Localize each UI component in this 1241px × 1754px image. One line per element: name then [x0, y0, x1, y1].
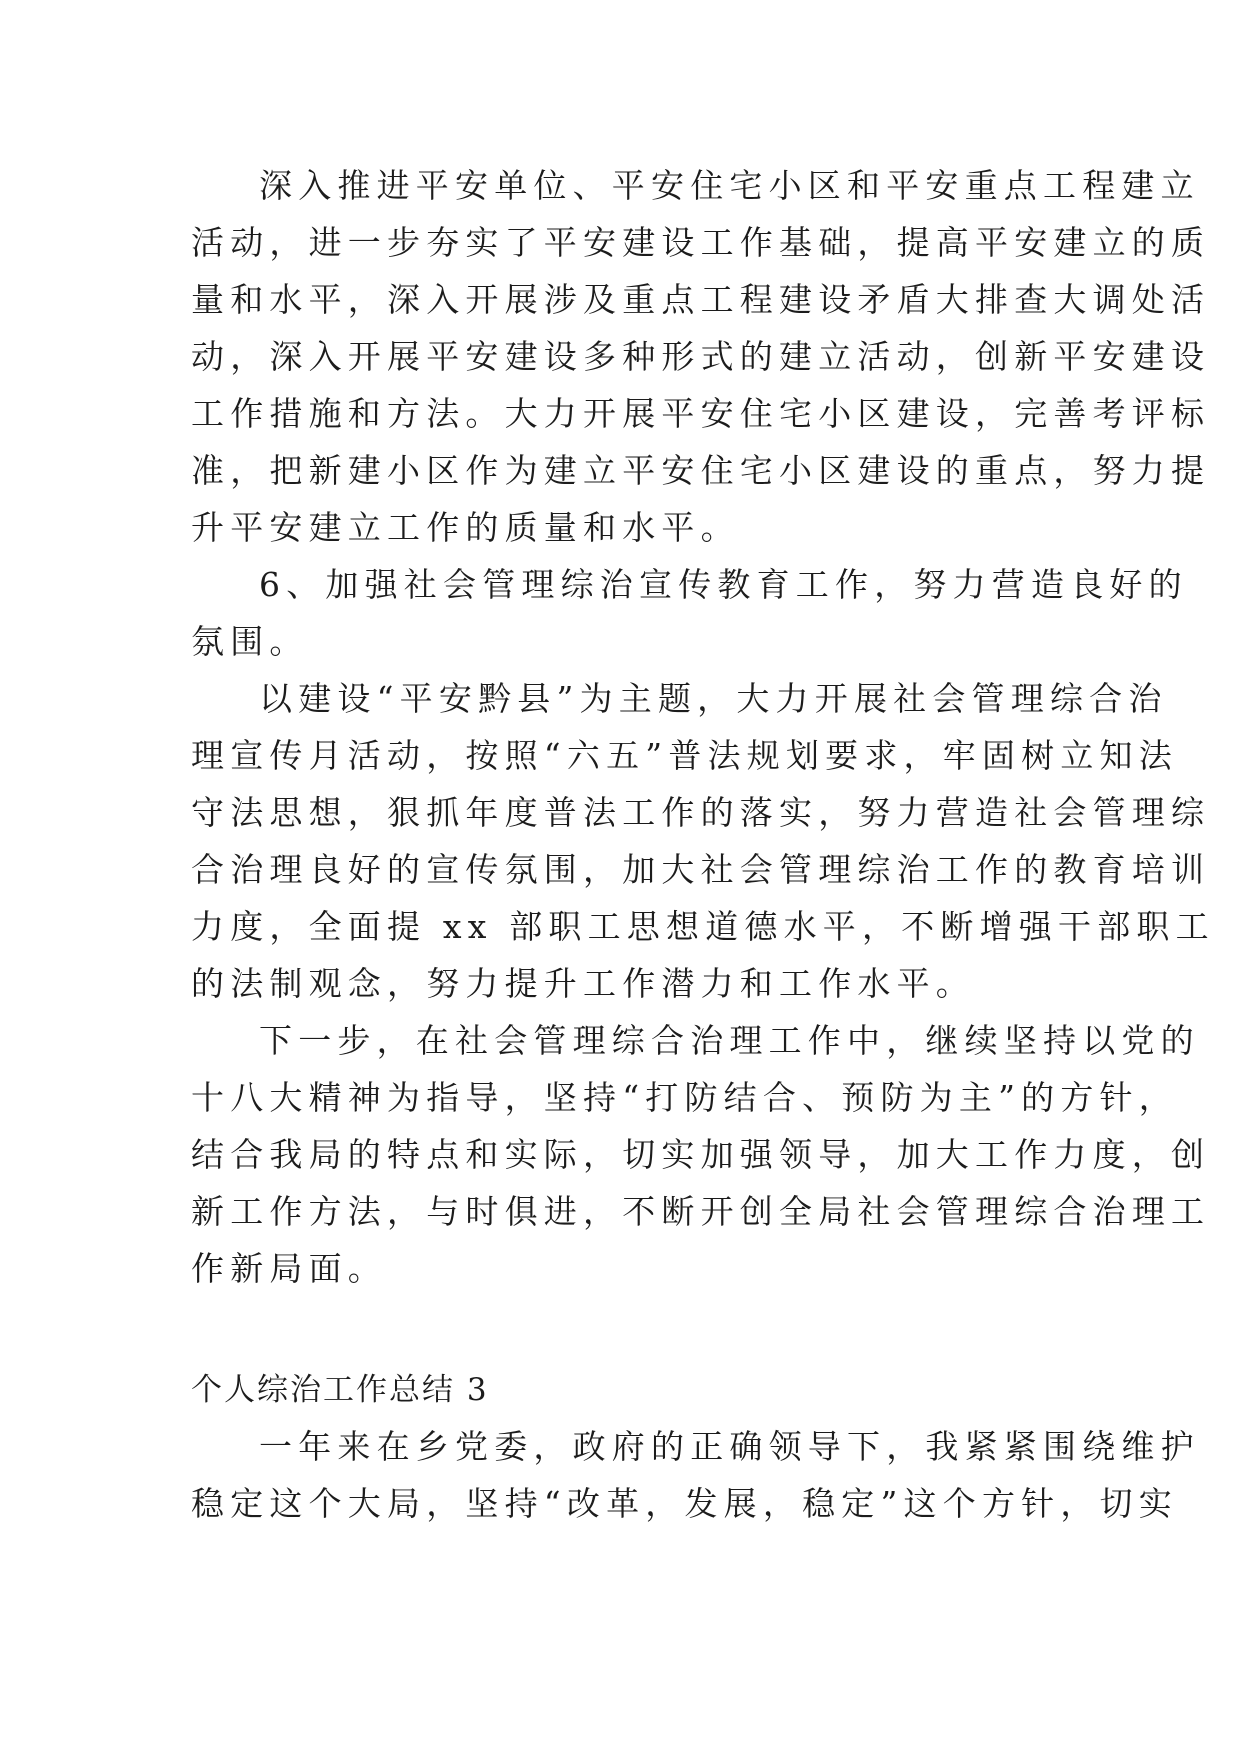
item-heading-line: 6、加强社会管理综治宣传教育工作，努力营造良好的	[259, 565, 1188, 604]
paragraph-line: 结合我局的特点和实际，切实加强领导，加大工作力度，创	[191, 1135, 1211, 1174]
item-heading-line: 氛围。	[191, 622, 309, 661]
paragraph-line: 下一步，在社会管理综合治理工作中，继续坚持以党的	[259, 1021, 1200, 1060]
paragraph-line: 合治理良好的宣传氛围，加大社会管理综治工作的教育培训	[191, 850, 1211, 889]
paragraph-line: 稳定这个大局，坚持“改革，发展，稳定”这个方针，切实	[191, 1484, 1178, 1523]
paragraph-line: 理宣传月活动，按照“六五”普法规划要求，牢固树立知法	[191, 736, 1178, 775]
paragraph-line: 升平安建立工作的质量和水平。	[191, 508, 740, 547]
section-heading: 个人综治工作总结 3	[191, 1372, 489, 1408]
paragraph-line: 力度，全面提 xx 部职工思想道德水平，不断增强干部职工	[191, 907, 1215, 946]
paragraph-line: 深入推进平安单位、平安住宅小区和平安重点工程建立	[259, 166, 1200, 205]
paragraph-line: 新工作方法，与时俱进，不断开创全局社会管理综合治理工	[191, 1192, 1211, 1231]
paragraph-line: 工作措施和方法。大力开展平安住宅小区建设，完善考评标	[191, 394, 1211, 433]
paragraph-line: 以建设“平安黔县”为主题，大力开展社会管理综合治	[259, 679, 1168, 718]
paragraph-line: 守法思想，狠抓年度普法工作的落实，努力营造社会管理综	[191, 793, 1211, 832]
paragraph-line: 作新局面。	[191, 1249, 387, 1288]
paragraph-line: 的法制观念，努力提升工作潜力和工作水平。	[191, 964, 975, 1003]
paragraph-line: 活动，进一步夯实了平安建设工作基础，提高平安建立的质	[191, 223, 1211, 262]
paragraph-line: 准，把新建小区作为建立平安住宅小区建设的重点，努力提	[191, 451, 1211, 490]
paragraph-line: 动，深入开展平安建设多种形式的建立活动，创新平安建设	[191, 337, 1211, 376]
paragraph-line: 量和水平，深入开展涉及重点工程建设矛盾大排查大调处活	[191, 280, 1211, 319]
paragraph-line: 十八大精神为指导，坚持“打防结合、预防为主”的方针，	[191, 1078, 1178, 1117]
paragraph-line: 一年来在乡党委，政府的正确领导下，我紧紧围绕维护	[259, 1427, 1200, 1466]
